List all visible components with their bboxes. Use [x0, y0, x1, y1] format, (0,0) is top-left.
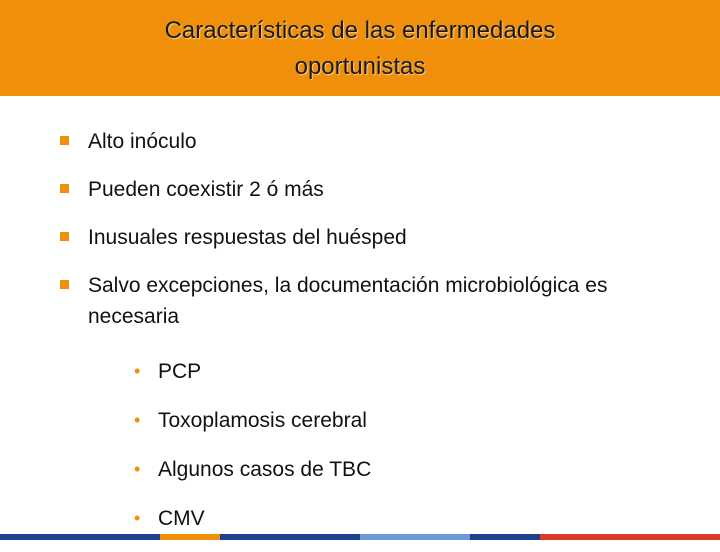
footer-segment — [220, 534, 360, 540]
sub-bullet-item — [134, 356, 634, 387]
bullet-text: Inusuales respuestas del huésped — [88, 226, 407, 249]
dot-bullet-icon: • — [134, 508, 141, 528]
sub-bullet-text: Toxoplamosis cerebral — [158, 409, 367, 432]
bullet-item — [60, 174, 700, 205]
square-bullet-icon — [60, 280, 69, 289]
bullet-text: Salvo excepciones, la documentación microbiológica es necesaria — [88, 274, 608, 328]
bullet-item — [60, 126, 700, 157]
sub-bullet-list — [134, 356, 634, 552]
square-bullet-icon — [60, 184, 69, 193]
sub-bullet-item — [134, 405, 634, 436]
title-line-1: Características de las enfermedades — [164, 17, 556, 44]
sub-bullet-text: PCP — [158, 360, 202, 383]
bullet-item — [60, 222, 700, 253]
bullet-text: Pueden coexistir 2 ó más — [88, 178, 324, 201]
footer-segment — [360, 534, 470, 540]
sub-bullet-item — [134, 454, 634, 485]
bullet-item — [60, 270, 700, 332]
slide-title — [165, 13, 556, 85]
bullet-list — [60, 126, 700, 349]
footer-segment — [160, 534, 220, 540]
dot-bullet-icon: • — [134, 459, 141, 479]
sub-bullet-text: CMV — [158, 507, 205, 530]
square-bullet-icon — [60, 136, 69, 145]
footer-segment — [0, 534, 160, 540]
sub-bullet-text: Algunos casos de TBC — [158, 458, 372, 481]
dot-bullet-icon: • — [134, 361, 141, 381]
footer-color-bar — [0, 534, 720, 540]
bullet-text: Alto inóculo — [88, 130, 197, 153]
footer-segment — [470, 534, 540, 540]
footer-segment — [540, 534, 720, 540]
dot-bullet-icon: • — [134, 410, 141, 430]
sub-bullet-item — [134, 503, 634, 534]
title-bar — [0, 0, 720, 96]
square-bullet-icon — [60, 232, 69, 241]
title-line-2: oportunistas — [294, 53, 426, 80]
